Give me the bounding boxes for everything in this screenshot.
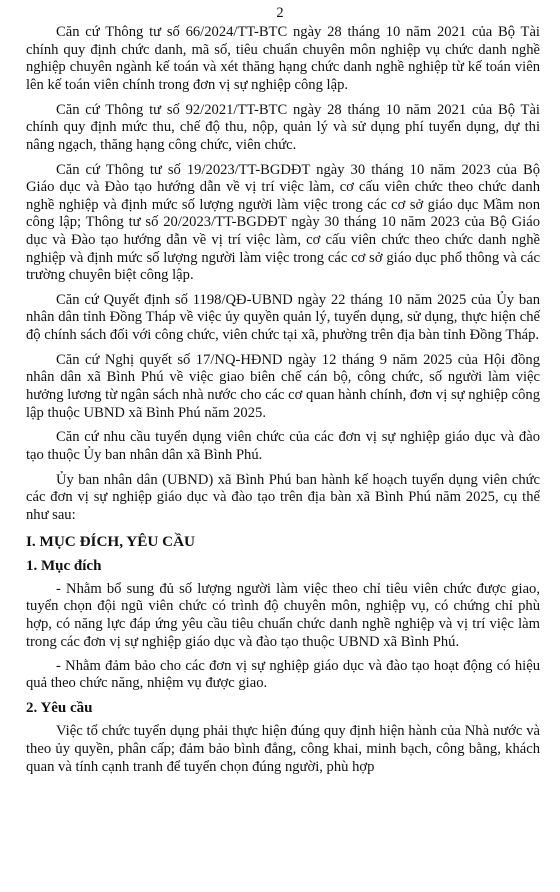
document-body <box>26 24 540 783</box>
subsection-heading-purpose: 1. Mục đích <box>26 557 102 574</box>
paragraph-intro: Ủy ban nhân dân (UBND) xã Bình Phú ban hành kế hoạch tuyển dụng viên chức các đơn vị sự nghiệp giáo dục và đào tạo trên địa bàn xã Bình Phú năm 2025, cụ thể như sau: <box>26 471 540 523</box>
paragraph-legal-basis-5: Căn cứ Nghị quyết số 17/NQ-HĐND ngày 12 tháng 9 năm 2025 của Hội đồng nhân dân xã Bình Phú về việc giao biên chế cán bộ, công chức, số người làm việc hưởng lương từ ngân sách nhà nước cho các cơ quan hành chính, đơn vị sự nghiệp công lập thuộc UBND xã Bình Phú năm 2025. <box>26 351 540 421</box>
paragraph-legal-basis-6: Căn cứ nhu cầu tuyển dụng viên chức của các đơn vị sự nghiệp giáo dục và đào tạo thuộc Ủy ban nhân dân xã Bình Phú. <box>26 429 540 463</box>
section-heading-purpose-requirements: I. MỤC ĐÍCH, YÊU CẦU <box>26 532 196 550</box>
subsection-heading-requirements: 2. Yêu cầu <box>26 700 93 717</box>
paragraph-legal-basis-4: Căn cứ Quyết định số 1198/QĐ-UBND ngày 22 tháng 10 năm 2025 của Ủy ban nhân dân tỉnh Đồng Tháp về việc ủy quyền quản lý, tuyển dụng, sử dụng, thực hiện chế độ chính sách đối với công chức, viên chức tại xã, phường trên địa bàn tỉnh Đồng Tháp. <box>26 291 540 344</box>
purpose-bullet-1: - Nhằm bổ sung đủ số lượng người làm việc theo chỉ tiêu viên chức được giao, tuyển chọn đội ngũ viên chức có trình độ chuyên môn, nghiệp vụ, có chứng chỉ phù hợp, có năng lực đáp ứng yêu cầu tiêu chuẩn chức danh nghề nghiệp và vị trí việc làm trong các đơn vị sự nghiệp giáo dục và đào tạo thuộc UBND xã Bình Phú. <box>26 580 540 650</box>
paragraph-legal-basis-1: Căn cứ Thông tư số 66/2024/TT-BTC ngày 28 tháng 10 năm 2021 của Bộ Tài chính quy định chức danh, mã số, tiêu chuẩn chuyên môn nghiệp vụ chức danh nghề nghiệp chuyên ngành kế toán và xét thăng hạng chức danh nghề nghiệp từ kế toán viên lên kế toán viên chính trong đơn vị sự nghiệp công lập. <box>26 24 540 93</box>
page-number: 2 <box>276 5 284 21</box>
requirements-paragraph: Việc tổ chức tuyển dụng phải thực hiện đúng quy định hiện hành của Nhà nước và theo ủy quyền, phân cấp; đảm bảo bình đẳng, công khai, minh bạch, công bằng, khách quan và tính cạnh tranh để tuyển chọn đúng người, phù hợp <box>26 723 540 775</box>
paragraph-legal-basis-3: Căn cứ Thông tư số 19/2023/TT-BGDĐT ngày 30 tháng 10 năm 2023 của Bộ Giáo dục và Đào tạo hướng dẫn về vị trí việc làm, cơ cấu viên chức theo chức danh nghề nghiệp và định mức số lượng người làm việc trong các cơ sở giáo dục Mầm non công lập; Thông tư số 20/2023/TT-BGDĐT ngày 30 tháng 10 năm 2023 của Bộ Giáo dục và Đào tạo hướng dẫn về vị trí việc làm, cơ cấu viên chức theo chức danh nghề nghiệp và định mức số lượng người làm việc trong các cơ sở giáo dục phổ thông và các trường chuyên biệt công lập. <box>26 161 540 284</box>
purpose-bullet-2: - Nhằm đảm bảo cho các đơn vị sự nghiệp giáo dục và đào tạo hoạt động có hiệu quả theo chức năng, nhiệm vụ được giao. <box>26 657 540 692</box>
paragraph-legal-basis-2: Căn cứ Thông tư số 92/2021/TT-BTC ngày 28 tháng 10 năm 2021 của Bộ Tài chính quy định mức thu, chế độ thu, nộp, quản lý và sử dụng phí tuyển dụng, dự thi nâng ngạch, thăng hạng công chức, viên chức. <box>26 101 540 153</box>
